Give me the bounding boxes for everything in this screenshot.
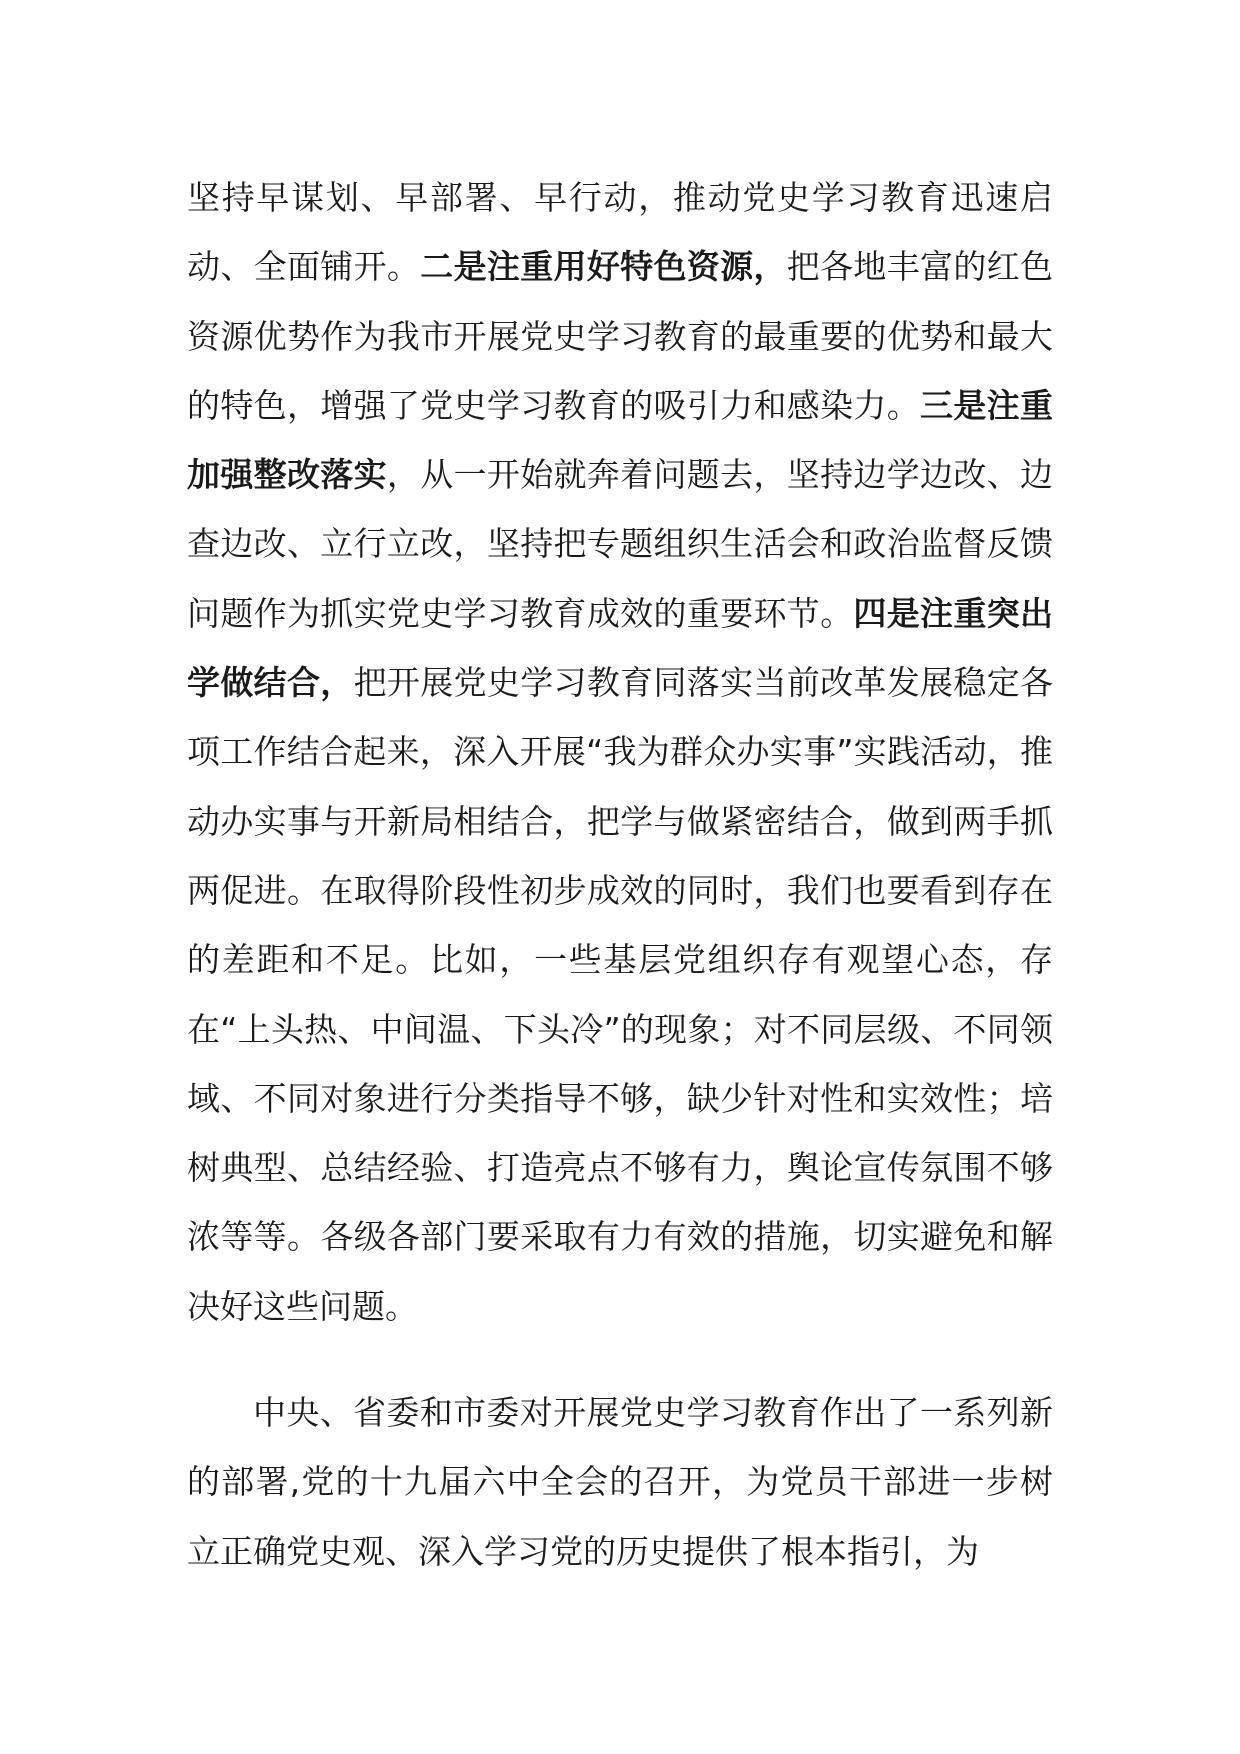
paragraph-run: 把各地丰富的红色资源优势作为我市开展党史学习教育的最重要的优势和最大的特色，增强了党史学习教育的吸引力和感染力。 <box>187 247 1054 425</box>
body-paragraph-2 <box>187 1378 1053 1586</box>
bold-heading-point-two: 二是注重用好特色资源， <box>420 247 787 287</box>
paragraph-run: 坚持早谋划、早部署、早行动，推动党史学习教育迅速启动、全面铺开。 <box>187 178 1053 287</box>
paragraph-run: 中央、省委和市委对开展党史学习教育作出了一系列新的部署,党的十九届六中全会的召开，为党员干部进一步树立正确党史观、深入学习党的历史提供了根本指引，为 <box>187 1393 1053 1571</box>
paragraph-run: ，从一开始就奔着问题去，坚持边学边改、边查边改、立行立改，坚持把专题组织生活会和政治监督反馈问题作为抓实党史学习教育成效的重要环节。 <box>187 455 1054 633</box>
bold-heading-point-three: 三是注重加强整改落实 <box>187 385 1054 495</box>
paragraph-run: 把开展党史学习教育同落实当前改革发展稳定各项工作结合起来，深入开展“我为群众办实事”实践活动，推动办实事与开新局相结合，把学与做紧密结合，做到两手抓两促进。在取得阶段性初步成效的同时，我们也要看到存在的差距和不足。比如，一些基层党组织存有观望心态，存在“上头热、中间温、下头冷”的现象；对不同层级、不同领域、不同对象进行分类指导不够，缺少针对性和实效性；培树典型、总结经验、打造亮点不够有力，舆论宣传氛围不够浓等等。各级各部门要采取有力有效的措施，切实避免和解决好这些问题。 <box>187 663 1054 1326</box>
body-paragraph-1 <box>187 163 1053 1341</box>
bold-heading-point-four: 四是注重突出学做结合， <box>187 593 1054 703</box>
